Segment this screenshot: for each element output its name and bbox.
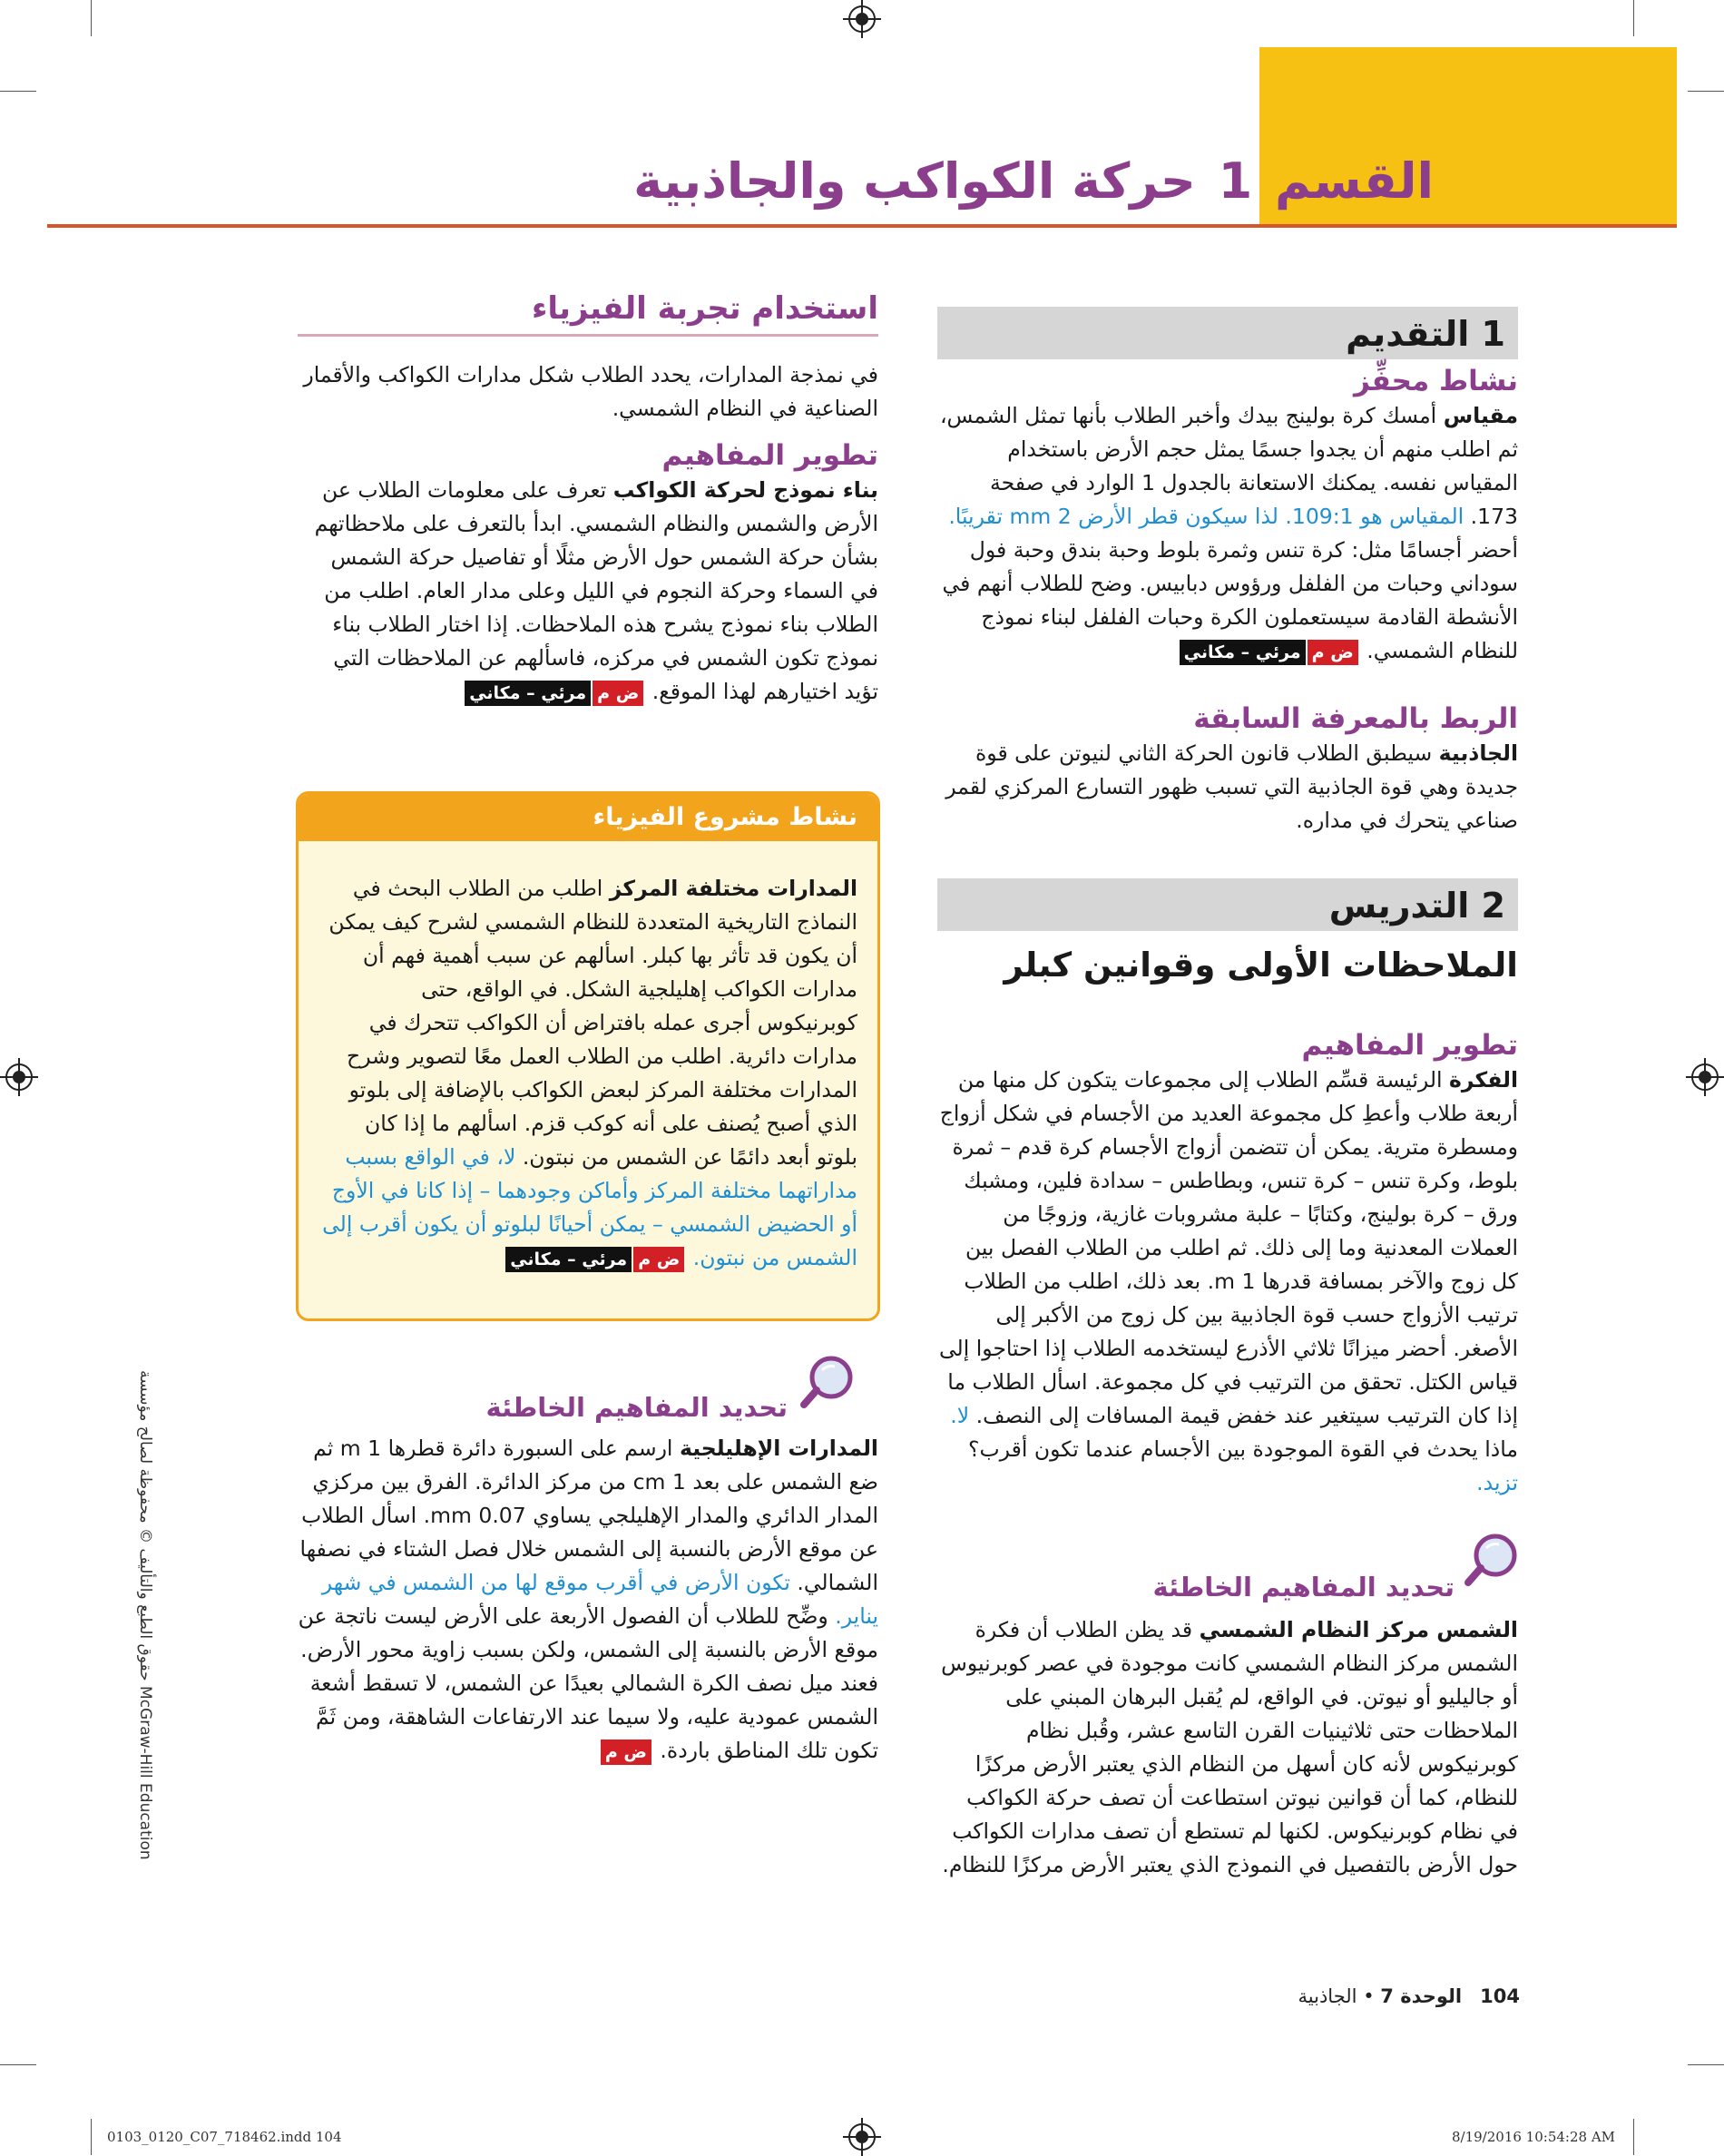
registration-mark-icon	[1691, 1063, 1719, 1091]
page-title	[617, 150, 1434, 213]
tag-red: ض م	[593, 681, 643, 706]
concepts-lead: الفكرة	[1449, 1067, 1518, 1093]
section-label: القسم	[1275, 152, 1434, 210]
section-title: حركة الكواكب والجاذبية	[633, 152, 1196, 210]
step-label: التقديم	[1346, 314, 1470, 354]
concepts-answer1: لا.	[950, 1403, 970, 1428]
copyright-text: حقوق الطبع والتأليف © محفوظة لصالح مؤسسة McGraw-Hill Education	[136, 1370, 154, 1860]
misconception-heading-left: تحديد المفاهيم الخاطئة	[485, 1392, 788, 1423]
concepts-left-body: تعرف على معلومات الطلاب عن الأرض والشمس والنظام الشمسي. ابدأ بالتعرف على ملاحظاتهم بشأن حركة الشمس حول الأرض مثلًا أو تفاصيل حركة الشمس في السماء وحركة النجوم في الليل وعلى مدار العام. اطلب من الطلاب بناء نموذج يشرح هذه الملاحظات. إذا اختار الطلاب بناء نموذج تكون الشمس في مركزه، فاسألهم عن الملاحظات التي تؤيد اختيارهم لهذا الموقع.	[314, 477, 878, 704]
registration-mark-icon	[848, 5, 876, 33]
prior-text	[937, 737, 1518, 838]
physics-project-box	[296, 791, 880, 1321]
misconception-left-body2: وضِّح للطلاب أن الفصول الأربعة على الأرض ليست ناتجة عن موقع الأرض بالنسبة إلى الشمس، ولكن بسبب زاوية محور الأرض. فعند ميل نصف الكرة الشمالي بعيدًا عن الشمس، لا تسقط أشعة الشمس عمودية عليه، ولا سيما عند الارتفاعات الشاهقة، ومن ثَمَّ تكون تلك المناطق باردة.	[298, 1603, 878, 1763]
section-number: 1	[1218, 152, 1253, 210]
misconception-heading-right: تحديد المفاهيم الخاطئة	[1152, 1572, 1455, 1602]
crop-mark	[1633, 2119, 1634, 2155]
crop-mark	[0, 91, 36, 92]
prior-lead: الجاذبية	[1438, 740, 1518, 766]
concepts-right	[937, 1027, 1518, 1500]
section-heading: الملاحظات الأولى وقوانين كبلر	[1004, 946, 1518, 985]
motivating-text	[937, 399, 1518, 668]
lab-heading: استخدام تجربة الفيزياء	[531, 290, 878, 327]
project-body: اطلب من الطلاب البحث في النماذج التاريخية المتعددة للنظام الشمسي لشرح كيف يمكن أن يكون قد تأثر بها كبلر. اسألهم عن سبب أهمية فهم أن مدارات الكواكب إهليلجية الشكل. في الواقع، حتى كوبرنيكوس أجرى عمله بافتراض أن الكواكب تتحرك في مدارات دائرية. اطلب من الطلاب العمل معًا لتصوير وشرح المدارات مختلفة المركز لبعض الكواكب بالإضافة إلى بلوتو الذي أصبح يُصنف على أنه كوكب قزم. اسألهم ما إذا كان بلوتو أبعد دائمًا عن الشمس من نبتون.	[328, 876, 857, 1170]
tag-black: مرئي – مكاني	[465, 681, 591, 706]
concepts-left-lead: بناء نموذج لحركة الكواكب	[612, 477, 878, 503]
misconception-left-answer: تكون الأرض في أقرب موقع لها من الشمس في شهر يناير.	[321, 1570, 878, 1629]
page-number: 104	[1480, 1985, 1520, 2007]
tag-black: مرئي – مكاني	[505, 1247, 632, 1272]
concepts-left-heading: تطوير المفاهيم	[661, 439, 878, 472]
crop-mark	[0, 2064, 36, 2065]
misconception-body: قد يظن الطلاب أن فكرة الشمس مركز النظام الشمسي كانت موجودة في عصر كوبرنيوس أو جاليليو أو نيوتن. في الواقع، لم يُقبل البرهان المبني على الملاحظات حتى ثلاثينيات القرن التاسع عشر، وقُبل نظام كوبرنيكوس لأنه كان أسهل من النظام الذي يعتبر الأرض مركزًا للنظام، كما أن قوانين نيوتن استطاعت أن تصف حركة الكواكب في نظام كوبرنيكوس. لكنها لم تستطع أن تصف مدارات الكواكب حول الأرض بالتفصيل في النموذج الذي يعتبر الأرض مركزًا للنظام.	[941, 1617, 1518, 1877]
misconception-text-right	[937, 1613, 1518, 1882]
unit-label: الوحدة 7	[1380, 1985, 1463, 2007]
motivating-body: أمسك كرة بولينج بيدك وأخبر الطلاب بأنها تمثل الشمس، ثم اطلب منهم أن يجدوا جسمًا يمثل حجم الأرض باستخدام المقياس نفسه. يمكنك الاستعانة بالجدول 1 الوارد في صفحة 173.	[939, 403, 1518, 529]
project-lead: المدارات مختلفة المركز	[609, 876, 857, 901]
project-heading: نشاط مشروع الفيزياء	[299, 794, 877, 841]
concepts-text	[937, 1063, 1518, 1500]
motivating-answer: المقياس هو 109:1. لذا سيكون قطر الأرض 2 mm تقريبًا.	[948, 504, 1464, 529]
prior-knowledge	[937, 701, 1518, 838]
footer-topic: الجاذبية	[1298, 1985, 1357, 2007]
footer-bullet: •	[1363, 1985, 1375, 2007]
page-footer	[1252, 1985, 1520, 2007]
header-rule	[47, 224, 1677, 228]
step-label: التدريس	[1328, 886, 1470, 926]
misconception-lead: الشمس مركز النظام الشمسي	[1199, 1617, 1518, 1642]
motivating-activity	[937, 363, 1518, 668]
motivating-lead: مقياس	[1443, 403, 1518, 428]
crop-mark	[1633, 0, 1634, 36]
prior-heading: الربط بالمعرفة السابقة	[1193, 702, 1518, 735]
crop-mark	[91, 2119, 92, 2155]
concepts-answer2: تزيد.	[1476, 1470, 1518, 1495]
tag-red: ض م	[1308, 640, 1358, 665]
tag-black: مرئي – مكاني	[1180, 640, 1306, 665]
crop-mark	[91, 0, 92, 36]
project-answer: لا، في الواقع بسبب مداراتهما مختلفة المركز وأماكن وجودهما – إذا كانا في الأوج أو الحضيض الشمسي – يمكن أحيانًا لبلوتو أن يكون أقرب إلى الشمس من نبتون.	[322, 1144, 857, 1270]
tag-red: ض م	[601, 1740, 651, 1765]
magnifier-icon	[1463, 1532, 1519, 1588]
step-number: 2	[1481, 886, 1505, 926]
misconception-text-left	[298, 1432, 878, 1768]
magnifier-icon	[798, 1354, 855, 1410]
step-number: 1	[1481, 314, 1505, 354]
misconception-left-lead: المدارات الإهليلجية	[679, 1436, 878, 1461]
motivating-body2: أحضر أجسامًا مثل: كرة تنس وثمرة بلوط وحبة بندق وحبة فول سوداني وحبات من الفلفل ورؤوس دبابيس. وضح للطلاب أنهم في الأنشطة القادمة سيستعملون الكرة وحبات الفلفل لبناء نموذج للنظام الشمسي.	[942, 537, 1518, 663]
slug-filename: 0103_0120_C07_718462.indd 104	[107, 2129, 342, 2145]
motivating-heading: نشاط محفِّز	[1354, 365, 1518, 397]
concepts-body: الرئيسة قسِّم الطلاب إلى مجموعات يتكون كل منها من أربعة طلاب وأعطِ كل مجموعة العديد من الأجسام في شكل أزواج ومسطرة مترية. يمكن أن تتضمن أزواج الأجسام كرة قدم – ثمرة بلوط، وكرة تنس – كرة تنس، وبطاطس – سدادة فلين، ومشبك ورق – كرة بولينج، وكتابًا – علبة مشروبات غازية، وزوجًا من العملات المعدنية وما إلى ذلك. ثم اطلب من الطلاب الفصل بين كل زوج والآخر بمسافة قدرها 1 m. بعد ذلك، اطلب من الطلاب ترتيب الأزواج حسب قوة الجاذبية بين كل زوج من الأكبر إلى الأصغر. أحضر ميزانًا ثلاثي الأذرع ليستخدمه الطلاب إذا احتاجوا إلى قياس الكتل. تحقق من الترتيب في كل مجموعة. اسأل الطلاب ما إذا كان الترتيب سيتغير عند خفض قيمة المسافات إلى النصف.	[938, 1067, 1518, 1428]
registration-mark-icon	[848, 2123, 876, 2151]
concepts-body2: ماذا يحدث في القوة الموجودة بين الأجسام عندما تكون أقرب؟	[968, 1436, 1518, 1462]
project-text	[322, 872, 857, 1275]
concepts-left	[298, 437, 878, 709]
lab-text: في نمذجة المدارات، يحدد الطلاب شكل مدارات الكواكب والأقمار الصناعية في النظام الشمسي.	[303, 362, 878, 421]
misconception-left-body: ارسم على السبورة دائرة قطرها 1 m ثم ضع الشمس على بعد 1 cm من مركز الدائرة. الفرق بين مركزي المدار الدائري والمدار الإهليلجي يساوي 0.07 mm. اسأل الطلاب عن موقع الأرض بالنسبة إلى الشمس خلال فصل الشتاء في نصفها الشمالي.	[299, 1436, 878, 1595]
lab-heading-rule	[298, 334, 878, 337]
registration-mark-icon	[5, 1063, 33, 1091]
prior-body: سيطبق الطلاب قانون الحركة الثاني لنيوتن على قوة جديدة وهي قوة الجاذبية التي تسبب ظهور التسارع المركزي لقمر صناعي يتحرك في مداره.	[945, 740, 1518, 833]
concepts-left-text	[298, 474, 878, 709]
tag-red: ض م	[633, 1247, 684, 1272]
concepts-heading: تطوير المفاهيم	[1301, 1029, 1518, 1062]
step-bar-2	[937, 878, 1518, 931]
step-bar-1	[937, 307, 1518, 359]
crop-mark	[1688, 2064, 1724, 2065]
slug-timestamp: 8/19/2016 10:54:28 AM	[1452, 2129, 1616, 2145]
crop-mark	[1688, 91, 1724, 92]
